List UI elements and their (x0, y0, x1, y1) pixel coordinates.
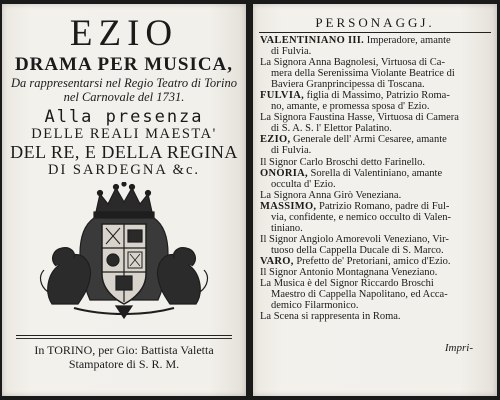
character-name: EZIO, (260, 134, 291, 146)
cast-line (260, 234, 496, 245)
character-name: VALENTINIANO III. (260, 35, 365, 46)
cast-line (260, 101, 496, 112)
cast-line-text: La Musica è del Signor Riccardo Broschi (260, 278, 434, 290)
cast-line (260, 267, 496, 278)
cast-line (260, 223, 496, 234)
book-title: EZIO (69, 13, 179, 54)
cast-line-text: Patrizio Romano, padre di Ful- (316, 200, 450, 212)
imprint-rule-thin (16, 338, 232, 339)
cast-line (260, 168, 496, 179)
character-name: VARO, (260, 255, 294, 267)
cast-line-text: figlia di Massimo, Patrizio Roma- (304, 90, 450, 102)
heading-rule (259, 32, 491, 33)
performance-note-1: Da rappresentarsi nel Regio Teatro di Torino (11, 76, 237, 90)
cast-line-text: La Signora Faustina Hasse, Virtuosa di Camera (260, 112, 459, 124)
cast-line-text: La Scena si rappresenta in Roma. (260, 311, 401, 323)
cast-line-text: tuoso della Cappella Ducale di S. Marco. (271, 244, 444, 256)
cast-line-text: tiniano. (271, 222, 303, 234)
character-name: FULVIA, (260, 90, 305, 102)
dedication-line-4: DI SARDEGNA &c. (47, 162, 201, 178)
cast-line-text: demico Filarmonico. (271, 300, 359, 312)
cast-line-text: Sorella di Valentiniano, amante (307, 167, 443, 179)
character-name: MASSIMO, (260, 200, 317, 212)
cast-line (260, 123, 496, 134)
cast-line (260, 112, 496, 123)
cast-line (260, 300, 496, 311)
cast-line-text: Il Signor Antonio Montagnana Veneziano. (260, 266, 438, 278)
cast-line (260, 57, 496, 68)
cast-line (260, 311, 496, 322)
imprint-line-2: Stampatore di S. R. M. (68, 357, 180, 371)
character-name: ONORIA, (260, 167, 308, 179)
cast-line (260, 157, 496, 168)
book-subtitle: DRAMA PER MUSICA, (14, 54, 234, 75)
cast-line (260, 35, 496, 46)
cast-line-text: di S. A. S. l' Elettor Palatino. (271, 123, 392, 135)
cast-line (260, 46, 496, 57)
cast-line-text: La Signora Anna Bagnolesi, Virtuosa di Ca- (260, 57, 445, 69)
cast-line-text: Prefetto de' Pretoriani, amico d'Ezio. (293, 255, 451, 267)
cast-list (260, 35, 496, 322)
dedication-line-2: DELLE REALI MAESTA' (31, 126, 217, 142)
cast-line-text: Imperadore, amante (364, 35, 451, 46)
royal-coat-of-arms-icon (34, 182, 214, 322)
catchword: Impri- (444, 342, 473, 354)
cast-line-text: di Fulvia. (271, 145, 312, 157)
cast-line (260, 245, 496, 256)
cast-line-text: Il Signor Carlo Broschi detto Farinello. (260, 156, 426, 168)
cast-line-text: no, amante, e promessa sposa d' Ezio. (271, 101, 430, 113)
imprint-line-1: In TORINO, per Gio: Battista Valetta (34, 343, 214, 357)
cast-line (260, 145, 496, 156)
cast-line (260, 289, 496, 300)
cast-line (260, 256, 496, 267)
cast-line (260, 190, 496, 201)
cast-line (260, 90, 496, 101)
cast-line (260, 79, 496, 90)
dedication-line-3: DEL RE, E DELLA REGINA (10, 142, 238, 162)
cast-line (260, 134, 496, 145)
characters-page (253, 4, 497, 396)
cast-line (260, 201, 496, 212)
cast-line-text: occulta d' Ezio. (271, 178, 336, 190)
cast-line-text: La Signora Anna Girò Veneziana. (260, 189, 402, 201)
cast-line (260, 179, 496, 190)
cast-line-text: Generale dell' Armi Cesaree, amante (290, 134, 447, 146)
imprint-rule (16, 335, 232, 336)
cast-line (260, 68, 496, 79)
cast-line-text: Maestro di Cappella Napolitano, ed Acca- (271, 289, 448, 301)
cast-line (260, 212, 496, 223)
dedication-line-1: Alla presenza (44, 107, 204, 127)
title-page (2, 4, 246, 396)
cast-line-text: Baviera Granprincipessa di Toscana. (271, 79, 425, 91)
characters-heading: PERSONAGGJ. (315, 15, 435, 30)
cast-line-text: via, confidente, e nemico occulto di Valen- (271, 211, 451, 223)
performance-note-2: nel Carnovale del 1731. (63, 90, 185, 104)
cast-line-text: di Fulvia. (271, 46, 312, 58)
cast-line-text: Il Signor Angiolo Amorevoli Veneziano, Vir- (260, 233, 449, 245)
cast-line (260, 278, 496, 289)
cast-line-text: mera della Serenissima Violante Beatrice di (271, 68, 455, 80)
